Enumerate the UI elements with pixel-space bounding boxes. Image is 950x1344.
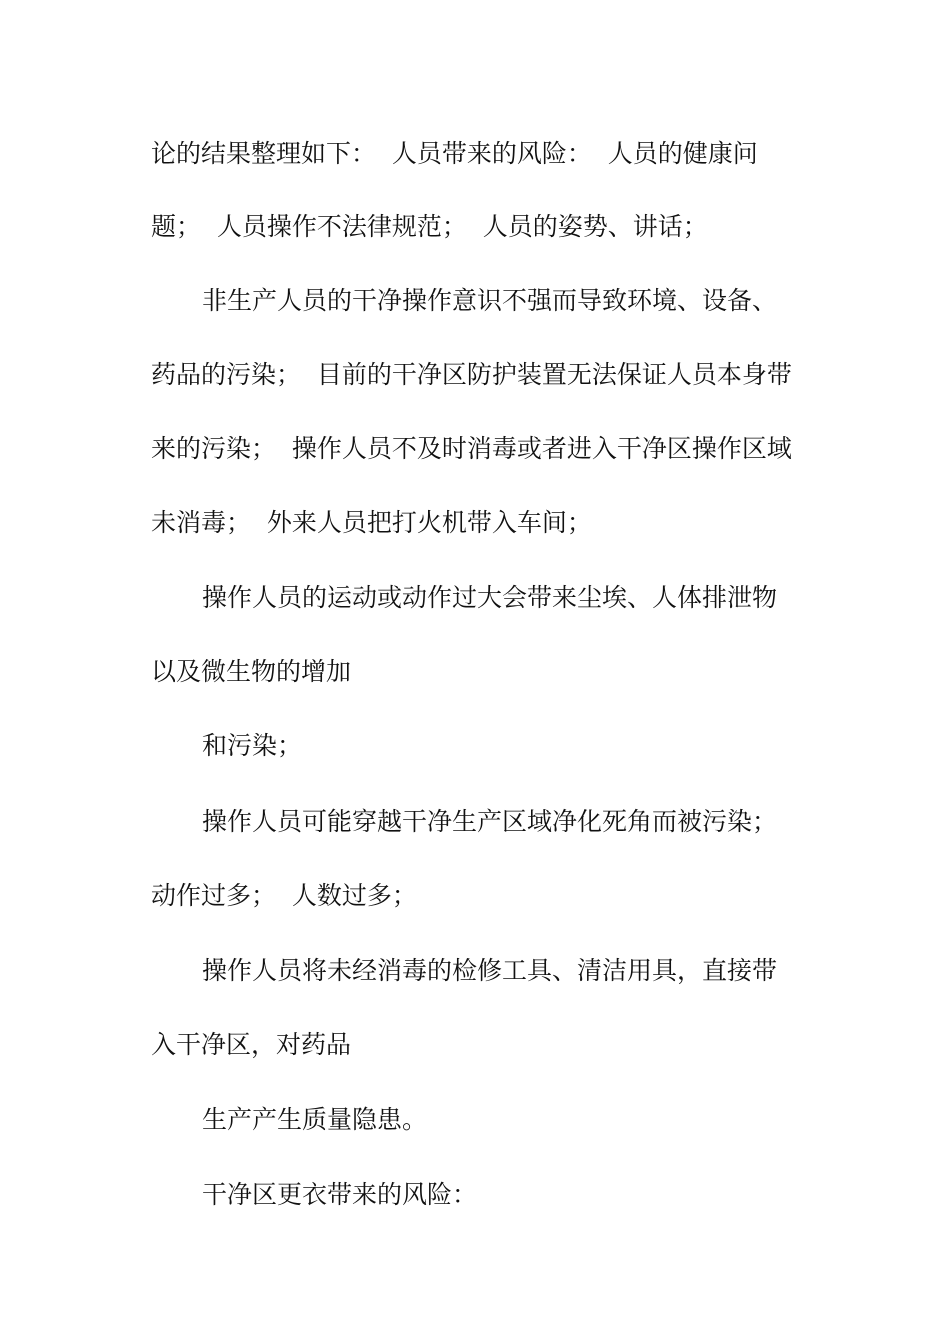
text-line-9: 和污染； bbox=[202, 731, 303, 760]
text-line-12: 操作人员将未经消毒的检修工具、清洁用具，直接带 bbox=[202, 956, 778, 985]
text-line-7: 操作人员的运动或动作过大会带来尘埃、人体排泄物 bbox=[202, 583, 778, 612]
text-line-13: 入干净区，对药品 bbox=[151, 1030, 352, 1059]
text-line-10: 操作人员可能穿越干净生产区域净化死角而被污染； bbox=[202, 807, 778, 836]
text-line-11: 动作过多； 人数过多； bbox=[151, 881, 417, 910]
text-line-1: 论的结果整理如下： 人员带来的风险： 人员的健康问 bbox=[151, 139, 758, 168]
text-line-14: 生产产生质量隐患。 bbox=[202, 1105, 428, 1134]
text-line-15: 干净区更衣带来的风险： bbox=[202, 1180, 478, 1209]
text-line-2: 题； 人员操作不法律规范； 人员的姿势、讲话； bbox=[151, 212, 708, 241]
text-line-4: 药品的污染； 目前的干净区防护装置无法保证人员本身带 bbox=[151, 360, 792, 389]
text-line-8: 以及微生物的增加 bbox=[151, 657, 352, 686]
text-line-5: 来的污染； 操作人员不及时消毒或者进入干净区操作区域 bbox=[151, 434, 792, 463]
text-line-6: 未消毒； 外来人员把打火机带入车间； bbox=[151, 508, 592, 537]
text-line-3: 非生产人员的干净操作意识不强而导致环境、设备、 bbox=[202, 286, 778, 315]
